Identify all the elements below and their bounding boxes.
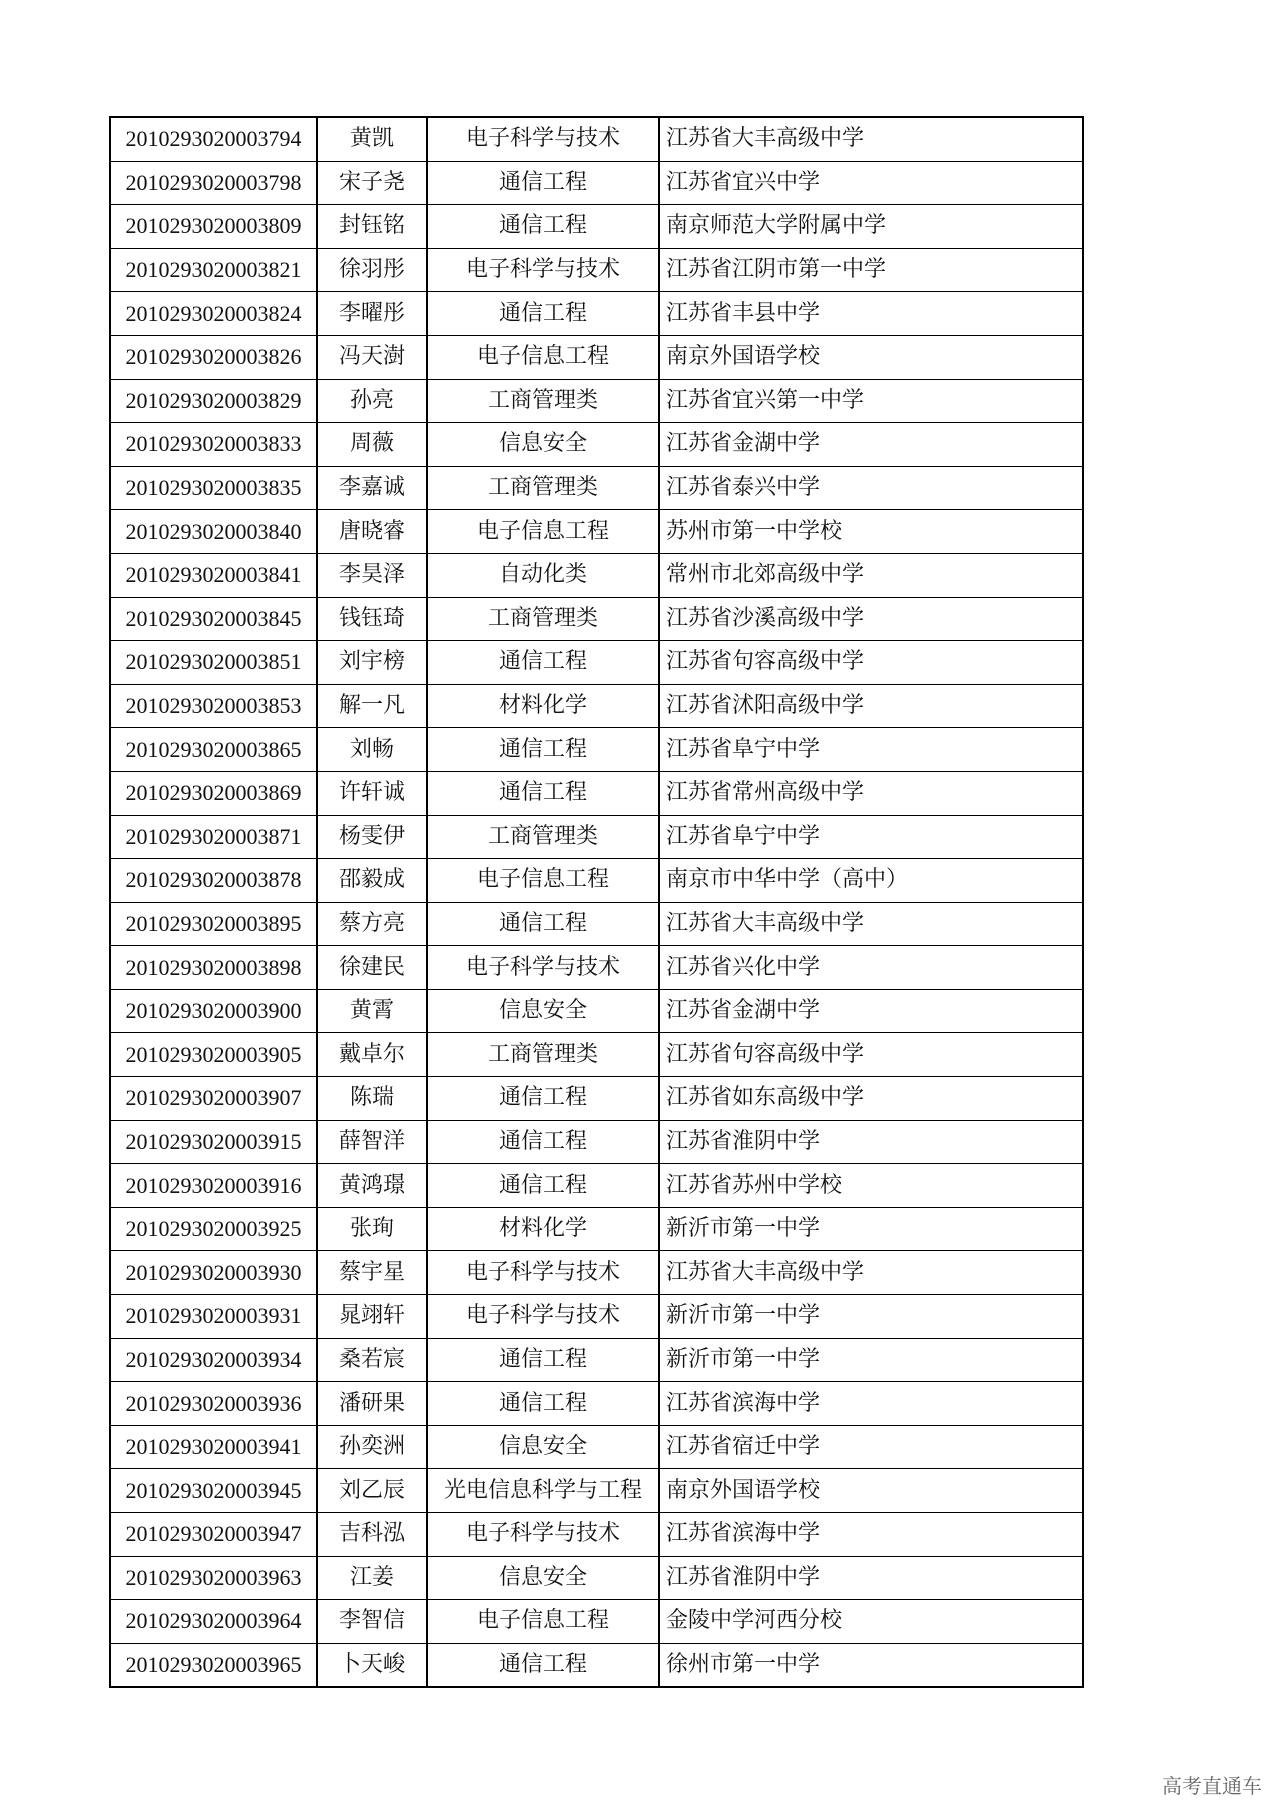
table-row [110, 466, 1083, 510]
student-name-cell: 刘乙辰 [317, 1469, 427, 1513]
major-cell: 通信工程 [427, 1382, 659, 1426]
school-cell: 南京外国语学校 [659, 1469, 1083, 1513]
student-id-cell: 2010293020003941 [110, 1425, 317, 1469]
table-row [110, 1600, 1083, 1644]
school-cell: 苏州市第一中学校 [659, 510, 1083, 554]
student-id-cell: 2010293020003833 [110, 423, 317, 467]
student-id-cell: 2010293020003853 [110, 684, 317, 728]
student-id-cell: 2010293020003915 [110, 1120, 317, 1164]
major-cell: 工商管理类 [427, 1033, 659, 1077]
student-name-cell: 蔡宇星 [317, 1251, 427, 1295]
major-cell: 电子科学与技术 [427, 946, 659, 990]
table-row [110, 946, 1083, 990]
school-cell: 徐州市第一中学 [659, 1643, 1083, 1687]
student-id-cell: 2010293020003907 [110, 1077, 317, 1121]
student-id-cell: 2010293020003829 [110, 379, 317, 423]
school-cell: 金陵中学河西分校 [659, 1600, 1083, 1644]
table-row [110, 205, 1083, 249]
student-id-cell: 2010293020003930 [110, 1251, 317, 1295]
school-cell: 常州市北郊高级中学 [659, 553, 1083, 597]
student-name-cell: 杨雯伊 [317, 815, 427, 859]
student-name-cell: 徐羽彤 [317, 248, 427, 292]
major-cell: 工商管理类 [427, 466, 659, 510]
school-cell: 江苏省常州高级中学 [659, 771, 1083, 815]
table-row [110, 1338, 1083, 1382]
student-name-cell: 张珣 [317, 1207, 427, 1251]
school-cell: 江苏省苏州中学校 [659, 1164, 1083, 1208]
major-cell: 通信工程 [427, 1338, 659, 1382]
student-id-cell: 2010293020003925 [110, 1207, 317, 1251]
table-row [110, 1425, 1083, 1469]
student-name-cell: 黄鸿璟 [317, 1164, 427, 1208]
major-cell: 通信工程 [427, 205, 659, 249]
student-name-cell: 卜天峻 [317, 1643, 427, 1687]
school-cell: 江苏省阜宁中学 [659, 815, 1083, 859]
school-cell: 江苏省句容高级中学 [659, 1033, 1083, 1077]
student-name-cell: 周薇 [317, 423, 427, 467]
student-id-cell: 2010293020003934 [110, 1338, 317, 1382]
major-cell: 通信工程 [427, 161, 659, 205]
school-cell: 新沂市第一中学 [659, 1207, 1083, 1251]
school-cell: 江苏省金湖中学 [659, 423, 1083, 467]
school-cell: 江苏省大丰高级中学 [659, 902, 1083, 946]
major-cell: 通信工程 [427, 1077, 659, 1121]
school-cell: 南京外国语学校 [659, 335, 1083, 379]
student-name-cell: 潘研果 [317, 1382, 427, 1426]
student-id-cell: 2010293020003931 [110, 1295, 317, 1339]
school-cell: 江苏省滨海中学 [659, 1513, 1083, 1557]
student-name-cell: 黄霄 [317, 989, 427, 1033]
student-id-cell: 2010293020003916 [110, 1164, 317, 1208]
table-row [110, 728, 1083, 772]
table-row [110, 1120, 1083, 1164]
school-cell: 江苏省淮阴中学 [659, 1120, 1083, 1164]
student-id-cell: 2010293020003945 [110, 1469, 317, 1513]
major-cell: 工商管理类 [427, 597, 659, 641]
table-row [110, 1207, 1083, 1251]
table-row [110, 859, 1083, 903]
school-cell: 江苏省宜兴第一中学 [659, 379, 1083, 423]
major-cell: 信息安全 [427, 423, 659, 467]
major-cell: 电子科学与技术 [427, 1513, 659, 1557]
student-name-cell: 宋子尧 [317, 161, 427, 205]
student-id-cell: 2010293020003845 [110, 597, 317, 641]
table-row [110, 161, 1083, 205]
table-row [110, 815, 1083, 859]
table-row [110, 1556, 1083, 1600]
school-cell: 江苏省宿迁中学 [659, 1425, 1083, 1469]
student-name-cell: 孙亮 [317, 379, 427, 423]
major-cell: 通信工程 [427, 902, 659, 946]
major-cell: 通信工程 [427, 1643, 659, 1687]
admission-list-table [109, 116, 1084, 1688]
table-row [110, 335, 1083, 379]
student-name-cell: 李智信 [317, 1600, 427, 1644]
school-cell: 江苏省句容高级中学 [659, 641, 1083, 685]
student-id-cell: 2010293020003841 [110, 553, 317, 597]
student-name-cell: 桑若宸 [317, 1338, 427, 1382]
student-name-cell: 唐晓睿 [317, 510, 427, 554]
major-cell: 电子科学与技术 [427, 117, 659, 161]
school-cell: 江苏省沙溪高级中学 [659, 597, 1083, 641]
table-row [110, 1077, 1083, 1121]
student-id-cell: 2010293020003794 [110, 117, 317, 161]
school-cell: 南京师范大学附属中学 [659, 205, 1083, 249]
table-row [110, 248, 1083, 292]
student-id-cell: 2010293020003871 [110, 815, 317, 859]
student-id-cell: 2010293020003963 [110, 1556, 317, 1600]
school-cell: 江苏省淮阴中学 [659, 1556, 1083, 1600]
student-name-cell: 薛智洋 [317, 1120, 427, 1164]
student-id-cell: 2010293020003826 [110, 335, 317, 379]
student-name-cell: 徐建民 [317, 946, 427, 990]
student-id-cell: 2010293020003869 [110, 771, 317, 815]
school-cell: 江苏省滨海中学 [659, 1382, 1083, 1426]
major-cell: 材料化学 [427, 684, 659, 728]
student-id-cell: 2010293020003964 [110, 1600, 317, 1644]
major-cell: 信息安全 [427, 989, 659, 1033]
student-name-cell: 钱钰琦 [317, 597, 427, 641]
table-row [110, 553, 1083, 597]
major-cell: 材料化学 [427, 1207, 659, 1251]
student-id-cell: 2010293020003821 [110, 248, 317, 292]
student-id-cell: 2010293020003936 [110, 1382, 317, 1426]
student-id-cell: 2010293020003851 [110, 641, 317, 685]
student-id-cell: 2010293020003809 [110, 205, 317, 249]
school-cell: 新沂市第一中学 [659, 1295, 1083, 1339]
student-name-cell: 刘畅 [317, 728, 427, 772]
school-cell: 江苏省阜宁中学 [659, 728, 1083, 772]
school-cell: 南京市中华中学（高中） [659, 859, 1083, 903]
major-cell: 信息安全 [427, 1425, 659, 1469]
student-id-cell: 2010293020003900 [110, 989, 317, 1033]
school-cell: 江苏省宜兴中学 [659, 161, 1083, 205]
table-row [110, 1033, 1083, 1077]
student-name-cell: 封钰铭 [317, 205, 427, 249]
student-name-cell: 江姜 [317, 1556, 427, 1600]
table-row [110, 379, 1083, 423]
table-row [110, 1295, 1083, 1339]
student-name-cell: 吉科泓 [317, 1513, 427, 1557]
student-name-cell: 蔡方亮 [317, 902, 427, 946]
major-cell: 通信工程 [427, 1164, 659, 1208]
major-cell: 工商管理类 [427, 815, 659, 859]
table-row [110, 1164, 1083, 1208]
student-id-cell: 2010293020003824 [110, 292, 317, 336]
school-cell: 江苏省如东高级中学 [659, 1077, 1083, 1121]
student-name-cell: 邵毅成 [317, 859, 427, 903]
student-name-cell: 戴卓尔 [317, 1033, 427, 1077]
table-row [110, 902, 1083, 946]
table-row [110, 1382, 1083, 1426]
student-id-cell: 2010293020003798 [110, 161, 317, 205]
table-row [110, 117, 1083, 161]
table-row [110, 1643, 1083, 1687]
student-id-cell: 2010293020003898 [110, 946, 317, 990]
school-cell: 江苏省金湖中学 [659, 989, 1083, 1033]
student-name-cell: 李曜彤 [317, 292, 427, 336]
table-row [110, 641, 1083, 685]
major-cell: 通信工程 [427, 641, 659, 685]
student-id-cell: 2010293020003840 [110, 510, 317, 554]
table-row [110, 510, 1083, 554]
major-cell: 信息安全 [427, 1556, 659, 1600]
student-name-cell: 解一凡 [317, 684, 427, 728]
student-name-cell: 陈瑞 [317, 1077, 427, 1121]
student-id-cell: 2010293020003878 [110, 859, 317, 903]
student-id-cell: 2010293020003947 [110, 1513, 317, 1557]
major-cell: 通信工程 [427, 771, 659, 815]
major-cell: 工商管理类 [427, 379, 659, 423]
table-row [110, 684, 1083, 728]
student-id-cell: 2010293020003905 [110, 1033, 317, 1077]
student-id-cell: 2010293020003965 [110, 1643, 317, 1687]
major-cell: 电子信息工程 [427, 510, 659, 554]
school-cell: 江苏省泰兴中学 [659, 466, 1083, 510]
major-cell: 通信工程 [427, 292, 659, 336]
table-row [110, 1513, 1083, 1557]
watermark-text: 高考直通车 [1162, 1774, 1262, 1798]
table-row [110, 292, 1083, 336]
major-cell: 光电信息科学与工程 [427, 1469, 659, 1513]
table-body [110, 117, 1083, 1687]
table-row [110, 989, 1083, 1033]
major-cell: 电子科学与技术 [427, 248, 659, 292]
student-id-cell: 2010293020003835 [110, 466, 317, 510]
major-cell: 电子科学与技术 [427, 1251, 659, 1295]
major-cell: 通信工程 [427, 728, 659, 772]
student-name-cell: 黄凯 [317, 117, 427, 161]
school-cell: 新沂市第一中学 [659, 1338, 1083, 1382]
table-row [110, 1251, 1083, 1295]
school-cell: 江苏省大丰高级中学 [659, 1251, 1083, 1295]
student-id-cell: 2010293020003865 [110, 728, 317, 772]
student-name-cell: 冯天澍 [317, 335, 427, 379]
table-row [110, 1469, 1083, 1513]
school-cell: 江苏省江阴市第一中学 [659, 248, 1083, 292]
student-name-cell: 孙奕洲 [317, 1425, 427, 1469]
major-cell: 电子信息工程 [427, 859, 659, 903]
student-name-cell: 晁翊轩 [317, 1295, 427, 1339]
student-id-cell: 2010293020003895 [110, 902, 317, 946]
student-name-cell: 刘宇榜 [317, 641, 427, 685]
student-name-cell: 李嘉诚 [317, 466, 427, 510]
major-cell: 电子信息工程 [427, 1600, 659, 1644]
major-cell: 电子信息工程 [427, 335, 659, 379]
table-row [110, 597, 1083, 641]
student-name-cell: 李昊泽 [317, 553, 427, 597]
major-cell: 电子科学与技术 [427, 1295, 659, 1339]
school-cell: 江苏省兴化中学 [659, 946, 1083, 990]
table-row [110, 771, 1083, 815]
table-row [110, 423, 1083, 467]
major-cell: 自动化类 [427, 553, 659, 597]
student-name-cell: 许轩诚 [317, 771, 427, 815]
major-cell: 通信工程 [427, 1120, 659, 1164]
school-cell: 江苏省沭阳高级中学 [659, 684, 1083, 728]
school-cell: 江苏省丰县中学 [659, 292, 1083, 336]
school-cell: 江苏省大丰高级中学 [659, 117, 1083, 161]
